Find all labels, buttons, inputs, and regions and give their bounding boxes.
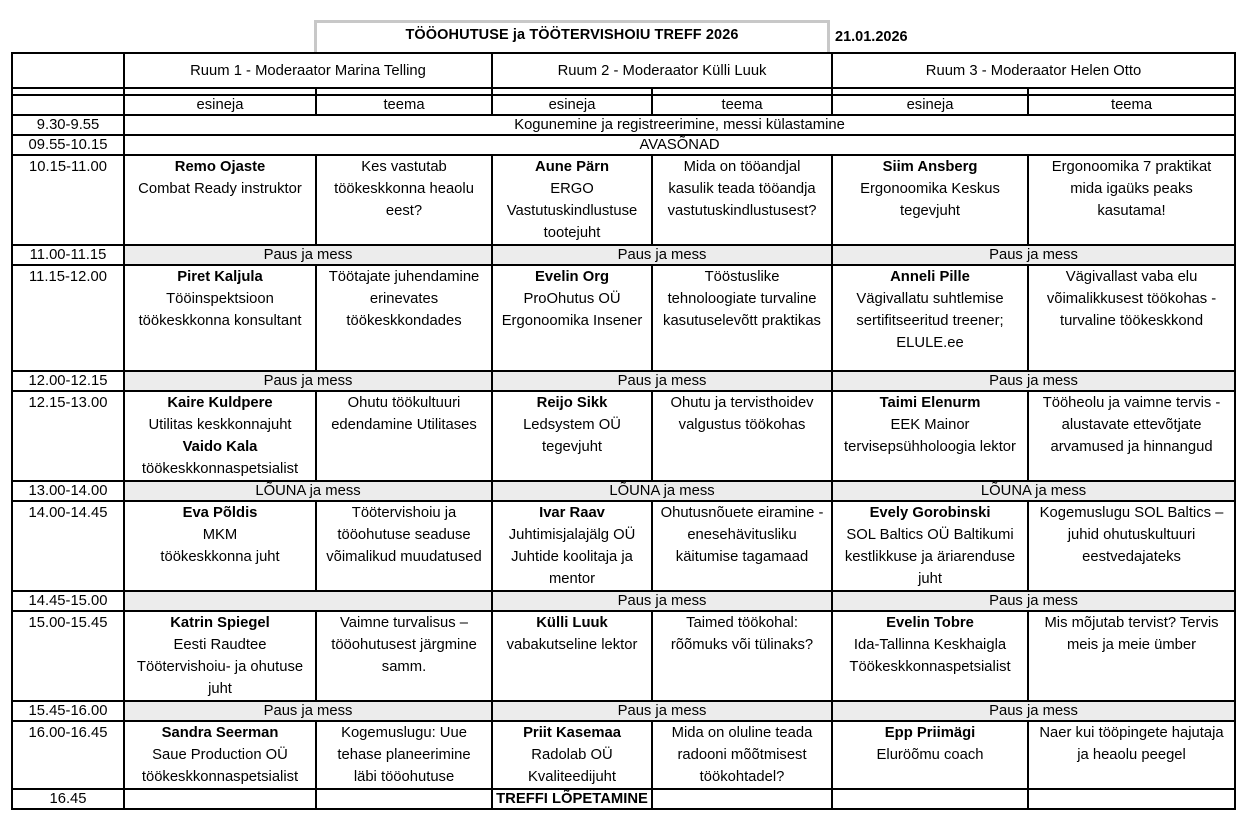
topic-line: kasulik teada tööandja [668,181,816,197]
topic-cell [1028,391,1235,481]
subheader-row [12,95,1235,115]
speaker-header: esineja [124,95,316,115]
speaker-cell [832,155,1028,245]
speaker-cell [832,501,1028,591]
topic-cell [316,391,492,481]
topic-cell [1028,611,1235,701]
topic-line: Ohutu töökultuuri [347,395,461,411]
topic-line: mida igaüks peaks [1070,181,1193,197]
speaker-name: Külli Luuk [536,615,608,631]
speaker-name: Epp Priimägi [884,725,976,741]
topic-line: tööohutuse seaduse [337,527,471,543]
speaker-affiliation: Saue Production OÜ [152,747,288,763]
speaker-cell [124,155,316,245]
topic-line: Mis mõjutab tervist? Tervis [1044,615,1219,631]
band-text: Paus ja mess [492,701,832,721]
topic-line: Vägivallast vaba elu [1065,269,1198,285]
speaker-affiliation: ERGO [550,181,594,197]
speaker-affiliation: Kvaliteedijuht [528,769,617,785]
speaker-affiliation: tervisepsühholoogia lektor [844,439,1016,455]
time-cell: 10.15-11.00 [12,155,124,245]
band-text: LÕUNA ja mess [124,481,492,501]
band-text: Paus ja mess [124,701,492,721]
speaker-cell [492,391,652,481]
topic-line: edendamine Utilitases [331,417,477,433]
speaker-affiliation: Ledsystem OÜ [523,417,621,433]
speaker-cell [124,501,316,591]
schedule-table [11,52,1236,810]
topic-line: tehase planeerimine [337,747,471,763]
speaker-affiliation: Tööinspektsioon [166,291,274,307]
topic-line: võimalikkusest töökohas - [1046,291,1217,307]
topic-line: kasutama! [1097,203,1166,219]
speaker-affiliation: töökeskkonnaspetsialist [141,769,299,785]
topic-header: teema [316,95,492,115]
topic-cell [316,721,492,789]
band-empty [124,591,492,611]
topic-cell [652,391,832,481]
speaker-affiliation: töökeskkonnaspetsialist [141,461,299,477]
time-cell: 9.30-9.55 [12,115,124,135]
topic-cell [316,501,492,591]
break-row [12,591,1235,611]
time-cell: 16.00-16.45 [12,721,124,789]
speaker-affiliation: ELULE.ee [896,335,964,351]
speaker-affiliation: tootejuht [543,225,601,241]
time-cell: 12.00-12.15 [12,371,124,391]
break-row [12,245,1235,265]
speaker-cell [124,611,316,701]
topic-cell [652,611,832,701]
speaker-cell [832,721,1028,789]
speaker-affiliation: Töötervishoiu- ja ohutuse [136,659,304,675]
empty-cell [1028,789,1235,809]
topic-line: enesehävitusliku [687,527,797,543]
speaker-affiliation: Vägivallatu suhtlemise [856,291,1004,307]
empty-cell [316,789,492,809]
speaker-affiliation: MKM [202,527,238,543]
topic-line: juhid ohutuskultuuri [1067,527,1196,543]
topic-line: Tööstuslike [704,269,780,285]
opening-row [12,135,1235,155]
time-cell: 11.00-11.15 [12,245,124,265]
topic-line: arvamused ja hinnangud [1050,439,1213,455]
topic-header: teema [1028,95,1235,115]
topic-line: Kes vastutab [361,159,447,175]
speaker-name: Katrin Spiegel [170,615,270,631]
room-2-header: Ruum 2 - Moderaator Külli Luuk [492,53,832,88]
speaker-affiliation: ProOhutus OÜ [523,291,621,307]
speaker-affiliation: töökeskkonna juht [160,549,280,565]
speaker-affiliation: Juhtimisjalajälg OÜ [508,527,636,543]
topic-line: Töötervishoiu ja [351,505,457,521]
topic-cell [316,611,492,701]
band-text: Paus ja mess [124,245,492,265]
band-text: Paus ja mess [832,701,1235,721]
topic-cell [1028,265,1235,371]
lunch-row [12,481,1235,501]
speaker-cell [832,611,1028,701]
break-row [12,371,1235,391]
band-text: Paus ja mess [492,591,832,611]
session-row [12,155,1235,245]
speaker-name: Ivar Raav [539,505,605,521]
speaker-affiliation: Töökeskkonnaspetsialist [849,659,1011,675]
topic-line: meis ja meie ümber [1066,637,1197,653]
speaker-affiliation: Radolab OÜ [531,747,613,763]
topic-line: turvaline töökeskkond [1059,313,1204,329]
speaker-affiliation: Ergonoomika Insener [501,313,643,329]
speaker-affiliation: EEK Mainor [890,417,970,433]
topic-line: Ergonoomika 7 praktikat [1051,159,1212,175]
speaker-affiliation: Utilitas keskkonnajuht [148,417,292,433]
speaker-cell [124,391,316,481]
speaker-name: Kaire Kuldpere [167,395,273,411]
opening-text: AVASÕNAD [124,135,1235,155]
topic-line: Töötajate juhendamine [328,269,480,285]
band-text: Paus ja mess [124,371,492,391]
topic-line: Naer kui tööpingete hajutaja [1039,725,1224,741]
topic-line: läbi tööohutuse [353,769,455,785]
speaker-name: Taimi Elenurm [879,395,981,411]
topic-line: Kogemuslugu SOL Baltics – [1039,505,1224,521]
band-text: Paus ja mess [832,371,1235,391]
band-text: Paus ja mess [492,245,832,265]
topic-line: Vaimne turvalisus – [339,615,469,631]
topic-line: töökohtadel? [699,769,785,785]
speaker-name: Vaido Kala [182,439,258,455]
speaker-affiliation: Eesti Raudtee [173,637,267,653]
band-text: Paus ja mess [492,371,832,391]
topic-cell [316,265,492,371]
speaker-name: Eva Põldis [182,505,258,521]
speaker-name: Evelin Org [535,269,610,285]
topic-cell [652,501,832,591]
speaker-cell [832,265,1028,371]
topic-cell [652,721,832,789]
event-date: 21.01.2026 [835,29,908,45]
time-cell: 11.15-12.00 [12,265,124,371]
speaker-cell [832,391,1028,481]
room-1-header: Ruum 1 - Moderaator Marina Telling [124,53,492,88]
topic-line: rõõmuks või tülinaks? [670,637,814,653]
band-text: LÕUNA ja mess [832,481,1235,501]
page-title: TÖÖOHUTUSE ja TÖÖTERVISHOIU TREFF 2026 [405,27,739,43]
speaker-affiliation: juht [208,681,232,697]
speaker-name: Aune Pärn [535,159,610,175]
speaker-name: Evelin Tobre [886,615,974,631]
speaker-affiliation: Combat Ready instruktor [138,181,302,197]
topic-line: tehnoloogiate turvaline [667,291,817,307]
subheader-empty [12,95,124,115]
topic-line: eestvedajateks [1082,549,1181,565]
topic-line: valgustus töökohas [678,417,806,433]
time-cell: 13.00-14.00 [12,481,124,501]
topic-line: Tööheolu ja vaimne tervis - [1042,395,1221,411]
speaker-cell [492,721,652,789]
speaker-name: Piret Kaljula [177,269,263,285]
topic-header: teema [652,95,832,115]
registration-text: Kogunemine ja registreerimine, messi külastamine [124,115,1235,135]
topic-line: võimalikud muudatused [326,549,482,565]
empty-cell [832,789,1028,809]
speaker-affiliation: Juhtide koolitaja ja [511,549,633,565]
topic-cell [1028,155,1235,245]
speaker-affiliation: vabakutseline lektor [506,637,638,653]
topic-line: töökeskkonna heaolu [334,181,474,197]
topic-line: alustavate ettevõtjate [1061,417,1202,433]
speaker-cell [492,155,652,245]
time-cell: 16.45 [12,789,124,809]
topic-cell [1028,721,1235,789]
speaker-name: Remo Ojaste [174,159,266,175]
topic-line: Ohutu ja tervisthoidev [670,395,814,411]
speaker-affiliation: Ergonoomika Keskus [860,181,1000,197]
session-row [12,721,1235,789]
topic-line: töökeskkondades [346,313,462,329]
topic-line: käitumise tagamaad [675,549,809,565]
speaker-name: Anneli Pille [890,269,970,285]
speaker-affiliation: tegevjuht [899,203,961,219]
empty-cell [124,789,316,809]
closing-text: TREFFI LÕPETAMINE [492,789,652,809]
session-row [12,611,1235,701]
speaker-affiliation: juht [918,571,942,587]
topic-line: eest? [385,203,423,219]
break-row [12,701,1235,721]
speaker-name: Reijo Sikk [536,395,608,411]
topic-cell [652,155,832,245]
speaker-affiliation: Ida-Tallinna Keskhaigla [853,637,1007,653]
closing-row [12,789,1235,809]
topic-line: Ohutusnõuete eiramine - [660,505,824,521]
empty-cell [652,789,832,809]
topic-line: Kogemuslugu: Uue [341,725,467,741]
time-cell: 09.55-10.15 [12,135,124,155]
speaker-cell [492,611,652,701]
speaker-name: Sandra Seerman [161,725,279,741]
speaker-affiliation: Vastutuskindlustuse [506,203,638,219]
topic-line: erinevates [369,291,439,307]
topic-line: vastutuskindlustusest? [667,203,817,219]
speaker-name: Evely Gorobinski [869,505,991,521]
topic-cell [652,265,832,371]
topic-line: ja heaolu peegel [1077,747,1186,763]
speaker-cell [124,265,316,371]
speaker-name: Priit Kasemaa [523,725,621,741]
band-text: Paus ja mess [832,591,1235,611]
speaker-affiliation: sertifitseeritud treener; [856,313,1004,329]
speaker-affiliation: SOL Baltics OÜ Baltikumi [846,527,1014,543]
time-cell: 14.45-15.00 [12,591,124,611]
topic-line: radooni mõõtmisest [677,747,807,763]
time-cell: 15.45-16.00 [12,701,124,721]
speaker-cell [492,265,652,371]
speaker-name: Siim Ansberg [882,159,978,175]
topic-cell [316,155,492,245]
band-text: LÕUNA ja mess [492,481,832,501]
topic-line: samm. [381,659,427,675]
speaker-affiliation: kestlikkuse ja äriarenduse [844,549,1016,565]
speaker-cell [492,501,652,591]
topic-line: Mida on tööandjal [683,159,801,175]
corner-cell [12,53,124,88]
time-cell: 14.00-14.45 [12,501,124,591]
speaker-header: esineja [832,95,1028,115]
topic-line: kasutuselevõtt praktikas [663,313,821,329]
speaker-affiliation: Eluröõmu coach [876,747,984,763]
speaker-cell [124,721,316,789]
speaker-affiliation: mentor [548,571,596,587]
topic-line: Mida on oluline teada [671,725,813,741]
session-row [12,391,1235,481]
band-text: Paus ja mess [832,245,1235,265]
topic-line: tööohutusest järgmine [331,637,477,653]
speaker-affiliation: töökeskkonna konsultant [138,313,302,329]
session-row [12,501,1235,591]
time-cell: 12.15-13.00 [12,391,124,481]
topic-cell [1028,501,1235,591]
room-3-header: Ruum 3 - Moderaator Helen Otto [832,53,1235,88]
topic-line: Taimed töökohal: [686,615,798,631]
registration-row [12,115,1235,135]
speaker-header: esineja [492,95,652,115]
time-cell: 15.00-15.45 [12,611,124,701]
session-row [12,265,1235,371]
speaker-affiliation: tegevjuht [541,439,603,455]
room-header-row [12,53,1235,88]
